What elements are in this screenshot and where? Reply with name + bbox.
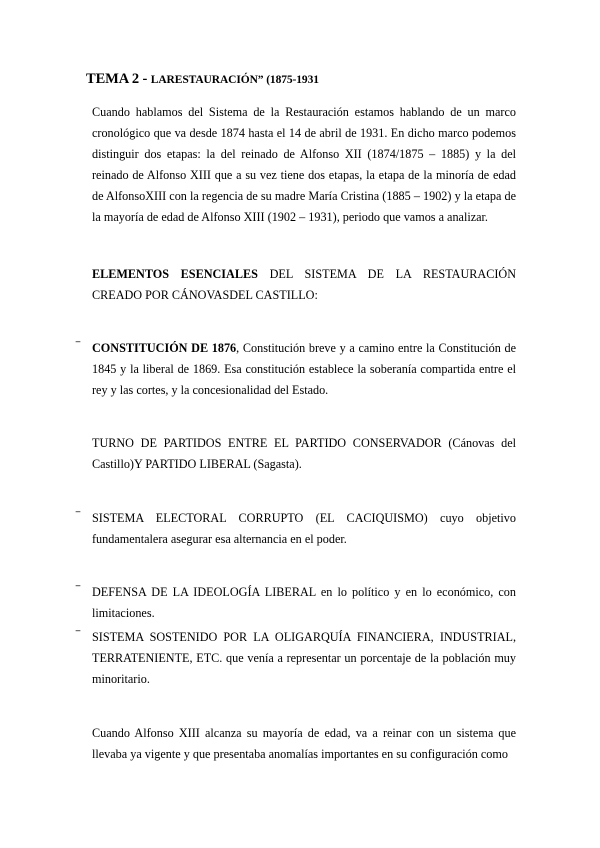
list-item-text: TURNO DE PARTIDOS ENTRE EL PARTIDO CONSERVADOR (Cánovas del Castillo)Y PARTIDO LIBERAL (Sagasta).	[92, 436, 516, 471]
list-bullet: ‾	[76, 584, 80, 598]
list-bullet: ‾	[76, 510, 80, 524]
list-item-constitucion	[92, 338, 516, 401]
section-heading-rest: DEL SISTEMA DE LA RESTAURACIÓN CREADO POR CÁNOVASDEL CASTILLO:	[92, 267, 516, 302]
list-item-text: SISTEMA SOSTENIDO POR LA OLIGARQUÍA FINANCIERA, INDUSTRIAL, TERRATENIENTE, ETC. que venía a representar un porcentaje de la población muy minoritario.	[92, 630, 516, 686]
list-item-oligarquia	[92, 627, 516, 690]
closing-paragraph: Cuando Alfonso XIII alcanza su mayoría de edad, va a reinar con un sistema que llevaba ya vigente y que presentaba anomalías importantes en su configuración como	[92, 726, 516, 761]
list-item-ideologia	[92, 582, 516, 624]
section-heading	[92, 264, 516, 306]
intro-paragraph: Cuando hablamos del Sistema de la Restauración estamos hablando de un marco cronológico que va desde 1874 hasta el 14 de abril de 1931. En dicho marco podemos distinguir dos etapas: la del reinado de Alfonso XII (1874/1875 – 1885) y la del reinado de Alfonso XIII que a su vez tiene dos etapas, la etapa de la minoría de edad de AlfonsoXIII con la regencia de su madre María Cristina (1885 – 1902) y la etapa de la mayoría de edad de Alfonso XIII (1902 – 1931), periodo que vamos a analizar.	[92, 105, 516, 224]
list-item-sistema-electoral	[92, 508, 516, 550]
list-item-text: SISTEMA ELECTORAL CORRUPTO (EL CACIQUISMO) cuyo objetivo fundamentalera asegurar esa alternancia en el poder.	[92, 511, 516, 546]
page-title	[86, 71, 319, 88]
list-item-bold: CONSTITUCIÓN DE 1876	[92, 341, 237, 355]
title-rest: LARESTAURACIÓN” (1875-1931	[150, 74, 319, 86]
list-item-turno	[92, 433, 516, 475]
section-heading-bold: ELEMENTOS ESENCIALES	[92, 267, 258, 281]
list-item-text: DEFENSA DE LA IDEOLOGÍA LIBERAL en lo político y en lo económico, con limitaciones.	[92, 585, 516, 620]
list-bullet: ‾	[76, 629, 80, 643]
list-bullet: ‾	[76, 340, 80, 354]
list-item-text: , Constitución breve y a camino entre la Constitución de 1845 y la liberal de 1869. Esa constitución establece la soberanía compartida entre el rey y las cortes, y la concesionalidad del Estado.	[92, 341, 516, 397]
title-main: TEMA 2 -	[86, 71, 151, 87]
